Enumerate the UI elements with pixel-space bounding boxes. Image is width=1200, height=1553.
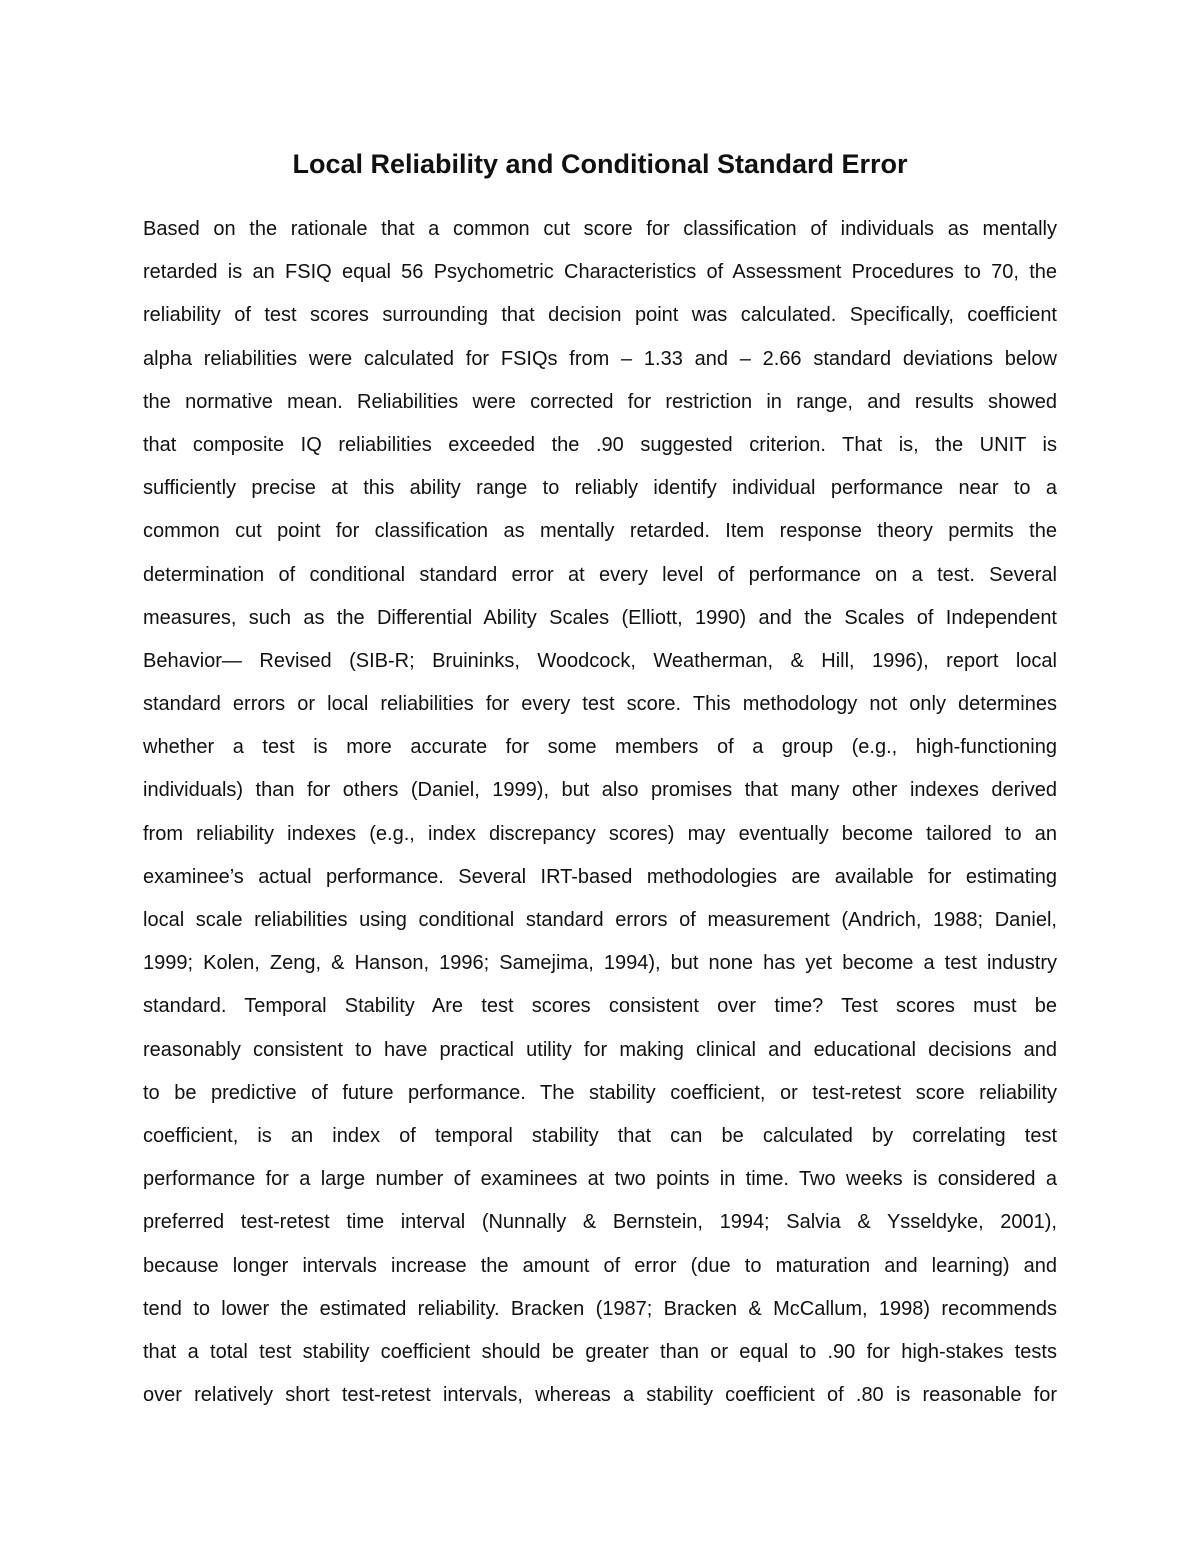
text-line: that a total test stability coefficient should be greater than or equal to .90 for high-stakes tests [143,1340,1057,1363]
text-line: examinee’s actual performance. Several IRT-based methodologies are available for estimating [143,865,1057,888]
text-line: Behavior— Revised (SIB-R; Bruininks, Woodcock, Weatherman, & Hill, 1996), report local [143,649,1057,672]
text-line: to be predictive of future performance. The stability coefficient, or test-retest score reliability [143,1081,1057,1104]
text-line: standard. Temporal Stability Are test scores consistent over time? Test scores must be [143,995,1057,1018]
text-line: Based on the rationale that a common cut score for classification of individuals as mentally [143,218,1057,240]
body-paragraph [143,208,1057,1417]
text-line: retarded is an FSIQ equal 56 Psychometric Characteristics of Assessment Procedures to 70, the [143,261,1057,284]
text-line: standard errors or local reliabilities for every test score. This methodology not only determines [143,693,1057,716]
text-line: preferred test-retest time interval (Nunnally & Bernstein, 1994; Salvia & Ysseldyke, 2001), [143,1211,1057,1234]
text-line: tend to lower the estimated reliability. Bracken (1987; Bracken & McCallum, 1998) recommends [143,1297,1057,1320]
text-line: reliability of test scores surrounding that decision point was calculated. Specifically, coefficient [143,304,1057,327]
text-line: whether a test is more accurate for some members of a group (e.g., high-functioning [143,736,1057,759]
text-line: individuals) than for others (Daniel, 1999), but also promises that many other indexes derived [143,779,1057,802]
text-line: measures, such as the Differential Ability Scales (Elliott, 1990) and the Scales of Independent [143,606,1057,629]
text-line: alpha reliabilities were calculated for FSIQs from – 1.33 and – 2.66 standard deviations below [143,347,1057,370]
text-line: the normative mean. Reliabilities were corrected for restriction in range, and results showed [143,390,1057,413]
text-line: sufficiently precise at this ability range to reliably identify individual performance near to a [143,477,1057,500]
text-line: that composite IQ reliabilities exceeded the .90 suggested criterion. That is, the UNIT is [143,433,1057,456]
text-line: coefficient, is an index of temporal stability that can be calculated by correlating test [143,1124,1057,1147]
text-line: determination of conditional standard error at every level of performance on a test. Several [143,563,1057,586]
text-line: 1999; Kolen, Zeng, & Hanson, 1996; Samejima, 1994), but none has yet become a test industry [143,952,1057,975]
text-line: performance for a large number of examinees at two points in time. Two weeks is considered a [143,1168,1057,1191]
text-line: local scale reliabilities using conditional standard errors of measurement (Andrich, 1988; Daniel, [143,909,1057,931]
text-line: reasonably consistent to have practical utility for making clinical and educational decisions and [143,1038,1057,1061]
document-title: Local Reliability and Conditional Standard Error [292,149,908,179]
text-line: over relatively short test-retest intervals, whereas a stability coefficient of .80 is reasonable for [143,1384,1057,1407]
text-line: because longer intervals increase the amount of error (due to maturation and learning) and [143,1254,1057,1277]
text-line: from reliability indexes (e.g., index discrepancy scores) may eventually become tailored to an [143,822,1057,845]
text-line: common cut point for classification as mentally retarded. Item response theory permits the [143,520,1057,543]
